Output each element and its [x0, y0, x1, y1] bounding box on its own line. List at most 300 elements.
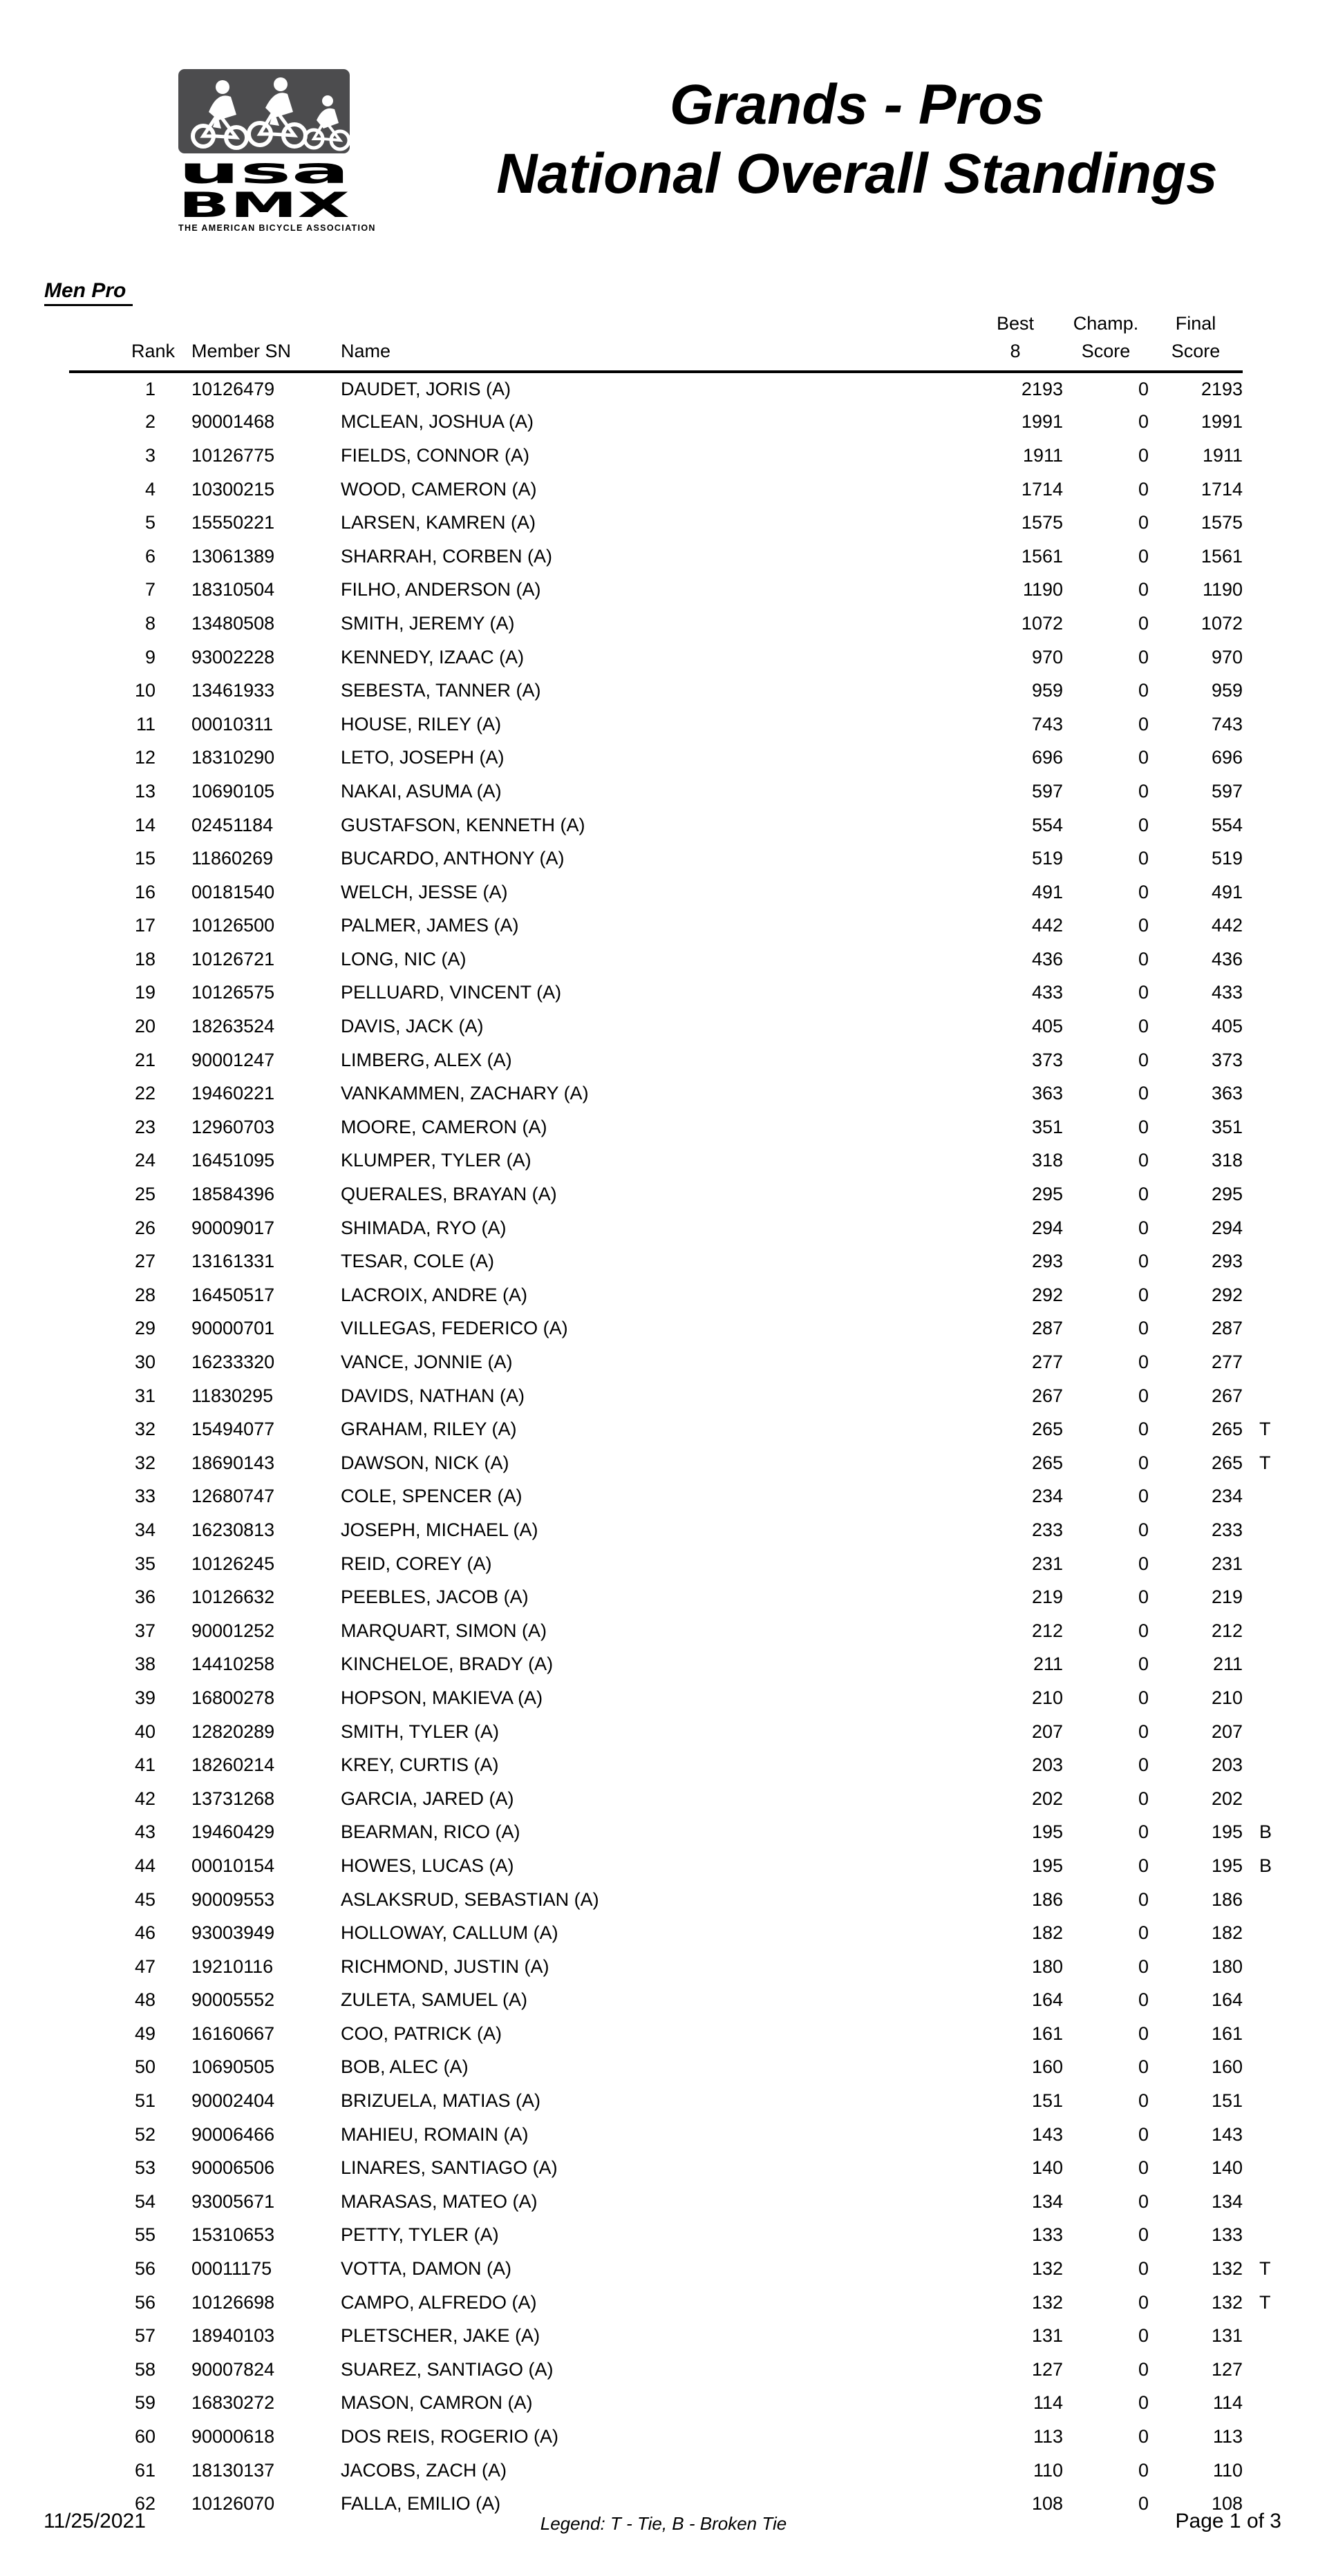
name-cell: KLUMPER, TYLER (A): [341, 1150, 531, 1171]
member-sn-cell: 10126775: [191, 444, 275, 466]
name-cell: MAHIEU, ROMAIN (A): [341, 2123, 529, 2145]
best8-cell: 959: [1031, 680, 1063, 701]
best8-cell: 436: [1031, 948, 1063, 969]
final-score-cell: 1991: [1201, 411, 1243, 433]
name-cell: BOB, ALEC (A): [341, 2056, 469, 2078]
name-cell: LIMBERG, ALEX (A): [341, 1049, 512, 1070]
member-sn-cell: 18130137: [191, 2459, 275, 2481]
best8-cell: 195: [1031, 1855, 1063, 1876]
best8-cell: 219: [1031, 1587, 1063, 1608]
tie-marker-cell: [1243, 1513, 1301, 1547]
champ-score-cell: 0: [1138, 2056, 1149, 2078]
rank-cell: 37: [134, 1620, 156, 1641]
tie-marker-cell: [1243, 607, 1301, 641]
page-title: [429, 70, 1286, 209]
table-row: [69, 2353, 1301, 2387]
member-sn-cell: 11860269: [191, 848, 274, 869]
tie-marker-cell: [1243, 2420, 1301, 2454]
table-row: [69, 2319, 1301, 2353]
title-line-2: National Overall Standings: [496, 142, 1218, 205]
final-score-cell: 267: [1211, 1385, 1243, 1406]
rank-cell: 10: [134, 680, 156, 701]
best8-cell: 212: [1031, 1620, 1063, 1641]
rank-cell: 55: [134, 2224, 156, 2246]
rank-cell: 19: [134, 982, 156, 1003]
name-cell: MOORE, CAMERON (A): [341, 1116, 547, 1137]
member-sn-cell: 18690143: [191, 1452, 275, 1473]
name-cell: HOLLOWAY, CALLUM (A): [341, 1922, 558, 1944]
name-cell: GARCIA, JARED (A): [341, 1788, 514, 1809]
final-score-cell: 436: [1211, 948, 1243, 969]
table-row: [69, 1950, 1301, 1984]
table-row: [69, 540, 1301, 574]
member-sn-cell: 10300215: [191, 478, 275, 500]
champ-score-header: Champ. Score: [1063, 310, 1149, 372]
table-row: [69, 1916, 1301, 1950]
rank-cell: 52: [134, 2123, 156, 2145]
best8-cell: 265: [1031, 1419, 1063, 1440]
member-sn-cell: 18263524: [191, 1016, 275, 1037]
champ-score-cell: 0: [1138, 680, 1149, 701]
final-score-cell: 131: [1211, 2325, 1243, 2347]
member-sn-cell: 16830272: [191, 2392, 275, 2414]
member-sn-cell: 90000618: [191, 2426, 275, 2447]
table-row: [69, 2051, 1301, 2085]
rank-cell: 6: [144, 545, 156, 567]
member-sn-cell: 18940103: [191, 2325, 275, 2347]
best8-cell: 1575: [1021, 512, 1063, 533]
rank-cell: 58: [134, 2358, 156, 2380]
table-row: [69, 708, 1301, 741]
name-header: Name: [341, 310, 968, 372]
name-cell: LACROIX, ANDRE (A): [341, 1284, 528, 1305]
rank-cell: 30: [134, 1352, 156, 1373]
member-sn-cell: 10690505: [191, 2056, 275, 2078]
tie-marker-cell: [1243, 2084, 1301, 2118]
member-sn-cell: 13731268: [191, 1788, 275, 1809]
champ-score-cell: 0: [1138, 411, 1149, 433]
final-score-cell: 265: [1211, 1452, 1243, 1473]
member-sn-cell: 18310290: [191, 747, 275, 768]
name-cell: BEARMAN, RICO (A): [341, 1821, 520, 1843]
member-sn-cell: 16450517: [191, 1284, 275, 1305]
name-cell: VILLEGAS, FEDERICO (A): [341, 1318, 568, 1339]
name-cell: SEBESTA, TANNER (A): [341, 680, 541, 701]
member-sn-cell: 19460429: [191, 1821, 275, 1843]
tie-marker-cell: [1243, 1110, 1301, 1144]
member-sn-cell: 00011175: [191, 2258, 272, 2280]
final-score-cell: 363: [1211, 1083, 1243, 1104]
name-cell: TESAR, COLE (A): [341, 1251, 495, 1272]
champ-score-cell: 0: [1138, 948, 1149, 969]
table-row: [69, 1480, 1301, 1514]
member-sn-cell: 15310653: [191, 2224, 275, 2246]
best8-cell: 2193: [1021, 378, 1063, 399]
logo-bmx-text: [178, 188, 350, 221]
usa-bmx-logo: [178, 69, 376, 233]
rank-cell: 40: [134, 1721, 156, 1742]
tie-marker-cell: [1243, 1782, 1301, 1816]
champ-score-cell: 0: [1138, 2325, 1149, 2347]
tie-marker-cell: [1243, 1916, 1301, 1950]
name-cell: WELCH, JESSE (A): [341, 881, 508, 902]
member-sn-cell: 19210116: [191, 1955, 274, 1977]
name-cell: GRAHAM, RILEY (A): [341, 1419, 517, 1440]
final-score-cell: 442: [1211, 915, 1243, 936]
rank-cell: 32: [134, 1419, 156, 1440]
tie-marker-cell: [1243, 943, 1301, 976]
table-row: [69, 1446, 1301, 1480]
best8-cell: 140: [1031, 2157, 1063, 2179]
tie-marker-cell: [1243, 1144, 1301, 1178]
member-sn-cell: 90001468: [191, 411, 275, 433]
champ-score-cell: 0: [1138, 713, 1149, 735]
champ-score-cell: 0: [1138, 1754, 1149, 1776]
name-cell: KINCHELOE, BRADY (A): [341, 1654, 554, 1675]
tie-marker-cell: T: [1259, 1452, 1271, 1473]
table-row: [69, 2286, 1301, 2320]
best8-cell: 597: [1031, 780, 1063, 802]
tie-marker-cell: [1243, 1177, 1301, 1211]
section-label: Men Pro: [44, 279, 133, 306]
name-cell: KENNEDY, IZAAC (A): [341, 646, 525, 667]
tie-marker-cell: [1243, 808, 1301, 842]
final-score-cell: 373: [1211, 1049, 1243, 1070]
table-row: [69, 2219, 1301, 2253]
rank-header: Rank: [69, 310, 156, 372]
champ-score-cell: 0: [1138, 646, 1149, 667]
tie-marker-cell: [1243, 1715, 1301, 1749]
final-score-cell: 202: [1211, 1788, 1243, 1809]
champ-score-cell: 0: [1138, 1687, 1149, 1708]
name-cell: CAMPO, ALFREDO (A): [341, 2291, 537, 2313]
name-cell: DAVIDS, NATHAN (A): [341, 1385, 525, 1406]
rank-cell: 43: [134, 1821, 156, 1843]
name-cell: LARSEN, KAMREN (A): [341, 512, 536, 533]
table-row: [69, 2017, 1301, 2051]
best8-cell: 151: [1031, 2090, 1063, 2112]
champ-score-cell: 0: [1138, 1284, 1149, 1305]
member-sn-cell: 12820289: [191, 1721, 275, 1742]
member-sn-cell: 90000701: [191, 1318, 275, 1339]
table-row: [69, 1849, 1301, 1883]
member-sn-cell: 93003949: [191, 1922, 275, 1944]
tie-marker-cell: [1243, 2151, 1301, 2185]
champ-score-cell: 0: [1138, 1352, 1149, 1373]
name-cell: SHARRAH, CORBEN (A): [341, 545, 553, 567]
table-row: [69, 2084, 1301, 2118]
final-score-cell: 1561: [1201, 545, 1243, 567]
table-row: [69, 574, 1301, 607]
page-number: Page 1 of 3: [1175, 2510, 1281, 2532]
best8-cell: 231: [1031, 1553, 1063, 1574]
member-sn-cell: 15550221: [191, 512, 275, 533]
name-cell: MARASAS, MATEO (A): [341, 2190, 538, 2212]
name-cell: SMITH, TYLER (A): [341, 1721, 500, 1742]
champ-score-cell: 0: [1138, 915, 1149, 936]
champ-score-cell: 0: [1138, 1654, 1149, 1675]
table-row: [69, 1681, 1301, 1715]
final-score-cell: 1072: [1201, 612, 1243, 634]
final-score-cell: 140: [1211, 2157, 1243, 2179]
best8-cell: 293: [1031, 1251, 1063, 1272]
final-score-cell: 127: [1211, 2358, 1243, 2380]
name-cell: VANKAMMEN, ZACHARY (A): [341, 1083, 589, 1104]
table-row: [69, 1244, 1301, 1278]
name-cell: LINARES, SANTIAGO (A): [341, 2157, 558, 2179]
name-cell: DAVIS, JACK (A): [341, 1016, 484, 1037]
final-score-cell: 519: [1211, 848, 1243, 869]
tie-marker-cell: [1243, 540, 1301, 574]
table-row: [69, 372, 1301, 406]
best8-cell: 277: [1031, 1352, 1063, 1373]
member-sn-cell: 13161331: [191, 1251, 275, 1272]
rank-cell: 11: [135, 713, 156, 735]
member-sn-cell: 10126575: [191, 982, 275, 1003]
tie-marker-cell: [1243, 439, 1301, 473]
member-sn-cell: 90001247: [191, 1049, 275, 1070]
best8-cell: 132: [1031, 2291, 1063, 2313]
tie-marker-cell: [1243, 1312, 1301, 1346]
champ-score-cell: 0: [1138, 2358, 1149, 2380]
champ-score-cell: 0: [1138, 1620, 1149, 1641]
rank-cell: 51: [134, 2090, 156, 2112]
best8-cell: 114: [1033, 2392, 1063, 2414]
name-cell: VOTTA, DAMON (A): [341, 2258, 511, 2280]
champ-score-cell: 0: [1138, 1721, 1149, 1742]
name-cell: LONG, NIC (A): [341, 948, 467, 969]
table-header-row: [69, 310, 1301, 372]
champ-score-cell: 0: [1138, 1519, 1149, 1540]
name-cell: PELLUARD, VINCENT (A): [341, 982, 562, 1003]
best8-cell: 373: [1031, 1049, 1063, 1070]
table-row: [69, 1379, 1301, 1413]
table-row: [69, 842, 1301, 875]
member-sn-cell: 18310504: [191, 579, 275, 600]
best8-cell: 203: [1031, 1754, 1063, 1776]
member-sn-cell: 93002228: [191, 646, 275, 667]
name-cell: GUSTAFSON, KENNETH (A): [341, 814, 585, 835]
table-row: [69, 1312, 1301, 1346]
tie-marker-cell: [1243, 2185, 1301, 2219]
rank-cell: 47: [134, 1955, 156, 1977]
name-cell: MARQUART, SIMON (A): [341, 1620, 547, 1641]
name-cell: NAKAI, ASUMA (A): [341, 780, 502, 802]
tie-marker-cell: [1243, 2219, 1301, 2253]
rank-cell: 9: [144, 646, 156, 667]
best8-cell: 292: [1031, 1284, 1063, 1305]
rank-cell: 36: [134, 1587, 156, 1608]
best8-cell: 519: [1031, 848, 1063, 869]
best8-cell: 210: [1031, 1687, 1063, 1708]
rank-cell: 54: [134, 2190, 156, 2212]
member-sn-cell: 16800278: [191, 1687, 275, 1708]
final-score-cell: 207: [1211, 1721, 1243, 1742]
rank-cell: 15: [134, 848, 156, 869]
tie-marker-cell: [1243, 1950, 1301, 1984]
final-score-cell: 210: [1211, 1687, 1243, 1708]
table-row: [69, 943, 1301, 976]
best8-cell: 554: [1031, 814, 1063, 835]
table-row: [69, 641, 1301, 674]
name-cell: HOPSON, MAKIEVA (A): [341, 1687, 543, 1708]
name-cell: SHIMADA, RYO (A): [341, 1217, 507, 1238]
best8-cell: 133: [1031, 2224, 1063, 2246]
rank-cell: 18: [134, 948, 156, 969]
rank-cell: 22: [134, 1083, 156, 1104]
best8-cell: 743: [1031, 713, 1063, 735]
best8-cell: 294: [1031, 1217, 1063, 1238]
best8-cell: 143: [1031, 2123, 1063, 2145]
final-score-cell: 287: [1211, 1318, 1243, 1339]
rank-cell: 45: [134, 1888, 156, 1910]
member-sn-cell: 90001252: [191, 1620, 275, 1641]
final-score-cell: 195: [1211, 1821, 1243, 1843]
rank-cell: 17: [134, 915, 156, 936]
name-cell: REID, COREY (A): [341, 1553, 492, 1574]
member-sn-cell: 16160667: [191, 2023, 275, 2044]
name-cell: PEEBLES, JACOB (A): [341, 1587, 529, 1608]
best8-cell: 287: [1031, 1318, 1063, 1339]
final-score-cell: 696: [1211, 747, 1243, 768]
final-score-cell: 491: [1211, 881, 1243, 902]
champ-score-cell: 0: [1138, 378, 1149, 399]
best8-cell: 132: [1031, 2258, 1063, 2280]
tie-marker-cell: [1243, 976, 1301, 1010]
rank-cell: 24: [134, 1150, 156, 1171]
svg-text:usa: usa: [178, 155, 350, 187]
table-row: [69, 976, 1301, 1010]
rank-cell: 56: [134, 2258, 156, 2280]
tie-marker-cell: [1243, 775, 1301, 808]
legend-text: Legend: T - Tie, B - Broken Tie: [540, 2513, 787, 2534]
tie-marker-cell: [1243, 708, 1301, 741]
name-cell: FILHO, ANDERSON (A): [341, 579, 541, 600]
rank-cell: 32: [134, 1452, 156, 1473]
tie-marker-cell: [1243, 1077, 1301, 1110]
rank-cell: 61: [134, 2459, 156, 2481]
rank-cell: 41: [134, 1754, 156, 1776]
rank-cell: 35: [134, 1553, 156, 1574]
final-score-cell: 970: [1211, 646, 1243, 667]
table-row: [69, 775, 1301, 808]
table-row: [69, 2252, 1301, 2286]
name-cell: HOUSE, RILEY (A): [341, 713, 502, 735]
name-cell: BUCARDO, ANTHONY (A): [341, 848, 565, 869]
name-cell: COO, PATRICK (A): [341, 2023, 502, 2044]
final-score-cell: 295: [1211, 1184, 1243, 1205]
best8-cell: 211: [1033, 1654, 1063, 1675]
final-score-cell: 160: [1211, 2056, 1243, 2078]
final-score-cell: 351: [1211, 1116, 1243, 1137]
final-score-cell: 554: [1211, 814, 1243, 835]
table-row: [69, 1345, 1301, 1379]
table-row: [69, 2151, 1301, 2185]
champ-score-cell: 0: [1138, 982, 1149, 1003]
champ-score-cell: 0: [1138, 2426, 1149, 2447]
table-row: [69, 506, 1301, 540]
member-sn-cell: 90002404: [191, 2090, 275, 2112]
final-score-cell: 293: [1211, 1251, 1243, 1272]
final-score-cell: 433: [1211, 982, 1243, 1003]
rank-cell: 29: [134, 1318, 156, 1339]
table-row: [69, 909, 1301, 943]
table-row: [69, 439, 1301, 473]
best8-cell: 207: [1031, 1721, 1063, 1742]
champ-score-cell: 0: [1138, 1217, 1149, 1238]
rank-cell: 20: [134, 1016, 156, 1037]
champ-score-cell: 0: [1138, 512, 1149, 533]
name-cell: JOSEPH, MICHAEL (A): [341, 1519, 538, 1540]
member-sn-cell: 10126632: [191, 1587, 275, 1608]
best8-cell: 405: [1031, 1016, 1063, 1037]
table-row: [69, 1547, 1301, 1581]
name-cell: SMITH, JEREMY (A): [341, 612, 515, 634]
final-score-cell: 234: [1211, 1486, 1243, 1507]
member-sn-cell: 18584396: [191, 1184, 275, 1205]
member-sn-cell: 90009017: [191, 1217, 275, 1238]
final-score-cell: 211: [1212, 1654, 1243, 1675]
name-cell: WOOD, CAMERON (A): [341, 478, 537, 500]
rank-cell: 8: [144, 612, 156, 634]
final-score-cell: 108: [1211, 2493, 1243, 2515]
champ-score-cell: 0: [1138, 478, 1149, 500]
rank-cell: 21: [134, 1049, 156, 1070]
tie-marker-cell: [1243, 2454, 1301, 2488]
tie-marker-cell: [1243, 1681, 1301, 1715]
champ-score-cell: 0: [1138, 1587, 1149, 1608]
rank-cell: 62: [134, 2493, 156, 2515]
best8-cell: 295: [1031, 1184, 1063, 1205]
tie-marker-cell: T: [1259, 2291, 1271, 2313]
tie-marker-cell: [1243, 641, 1301, 674]
champ-score-cell: 0: [1138, 1955, 1149, 1977]
table-row: [69, 1211, 1301, 1245]
champ-score-cell: 0: [1138, 814, 1149, 835]
tie-marker-cell: [1243, 674, 1301, 708]
final-score-cell: 182: [1211, 1922, 1243, 1944]
member-sn-cell: 90006506: [191, 2157, 275, 2179]
rank-cell: 1: [144, 378, 156, 399]
name-cell: RICHMOND, JUSTIN (A): [341, 1955, 549, 1977]
tie-marker-cell: [1243, 1984, 1301, 2018]
final-score-cell: 1190: [1202, 579, 1243, 600]
best8-cell: 351: [1031, 1116, 1063, 1137]
tie-marker-cell: [1243, 372, 1301, 406]
rank-cell: 14: [134, 814, 156, 835]
best8-cell: 127: [1031, 2358, 1063, 2380]
tie-marker-cell: B: [1259, 1821, 1272, 1843]
tie-marker-cell: [1243, 1648, 1301, 1682]
best8-cell: 491: [1031, 881, 1063, 902]
final-score-cell: 186: [1211, 1888, 1243, 1910]
table-row: [69, 808, 1301, 842]
final-score-cell: 318: [1211, 1150, 1243, 1171]
champ-score-cell: 0: [1138, 881, 1149, 902]
tie-marker-cell: [1243, 1883, 1301, 1917]
table-row: [69, 2387, 1301, 2421]
tie-marker-cell: B: [1259, 1855, 1272, 1876]
name-cell: DAUDET, JORIS (A): [341, 378, 511, 399]
name-cell: DOS REIS, ROGERIO (A): [341, 2426, 559, 2447]
rank-cell: 34: [134, 1519, 156, 1540]
name-cell: PETTY, TYLER (A): [341, 2224, 499, 2246]
champ-score-cell: 0: [1138, 2123, 1149, 2145]
final-score-cell: 294: [1211, 1217, 1243, 1238]
final-score-cell: 164: [1211, 1989, 1243, 2011]
tie-marker-cell: [1243, 2353, 1301, 2387]
final-score-cell: 203: [1211, 1754, 1243, 1776]
